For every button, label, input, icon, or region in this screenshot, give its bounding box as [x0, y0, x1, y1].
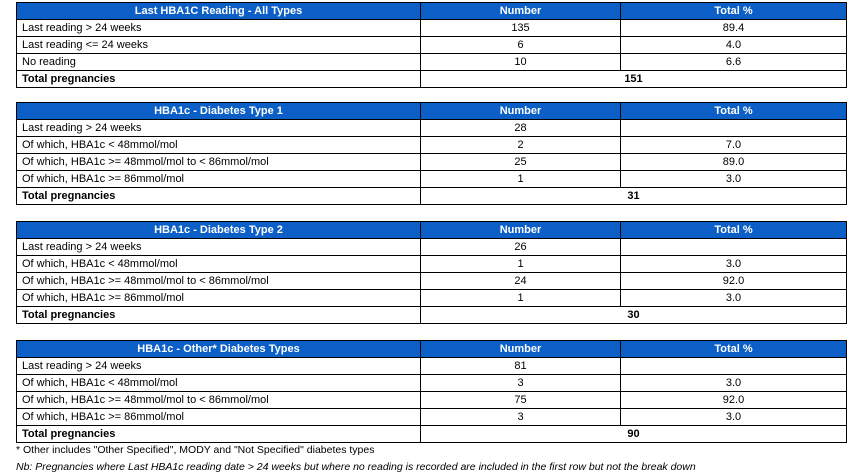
table-row	[17, 256, 847, 273]
total-row	[17, 426, 847, 443]
footnote-nb: Nb: Pregnancies where Last HBA1c reading date > 24 weeks but where no reading is recorded are included in the first row but not the break down	[16, 461, 696, 473]
row-number: 28	[421, 120, 621, 137]
row-label: Of which, HBA1c >= 48mmol/mol to < 86mmol/mol	[17, 392, 421, 409]
row-label: No reading	[17, 54, 421, 71]
row-number: 10	[421, 54, 621, 71]
table-row	[17, 239, 847, 256]
footnote-other: * Other includes "Other Specified", MODY and "Not Specified" diabetes types	[16, 444, 375, 456]
table-other-diabetes-types	[16, 340, 847, 443]
row-number: 6	[421, 37, 621, 54]
row-number: 24	[421, 273, 621, 290]
column-header-total-pct: Total %	[621, 222, 847, 239]
row-label: Of which, HBA1c >= 86mmol/mol	[17, 171, 421, 188]
row-pct: 3.0	[621, 171, 847, 188]
row-label: Last reading <= 24 weeks	[17, 37, 421, 54]
total-value: 30	[421, 307, 847, 324]
row-number: 81	[421, 358, 621, 375]
row-label: Last reading > 24 weeks	[17, 358, 421, 375]
row-pct: 3.0	[621, 375, 847, 392]
row-pct: 89.0	[621, 154, 847, 171]
row-pct: 3.0	[621, 290, 847, 307]
total-row	[17, 71, 847, 88]
table-row	[17, 137, 847, 154]
table-header-row	[17, 103, 847, 120]
table-row	[17, 375, 847, 392]
table-row	[17, 409, 847, 426]
row-pct: 92.0	[621, 392, 847, 409]
row-label: Of which, HBA1c >= 86mmol/mol	[17, 290, 421, 307]
total-label: Total pregnancies	[17, 426, 421, 443]
row-number: 25	[421, 154, 621, 171]
table-row	[17, 392, 847, 409]
table-diabetes-type-2	[16, 221, 847, 324]
total-row	[17, 188, 847, 205]
table-title: Last HBA1C Reading - All Types	[17, 3, 421, 20]
total-label: Total pregnancies	[17, 188, 421, 205]
row-number: 135	[421, 20, 621, 37]
row-number: 3	[421, 409, 621, 426]
column-header-number: Number	[421, 341, 621, 358]
table-row	[17, 54, 847, 71]
column-header-number: Number	[421, 222, 621, 239]
row-pct	[621, 239, 847, 256]
row-pct: 3.0	[621, 409, 847, 426]
row-number: 1	[421, 171, 621, 188]
column-header-total-pct: Total %	[621, 3, 847, 20]
row-label: Last reading > 24 weeks	[17, 239, 421, 256]
column-header-total-pct: Total %	[621, 103, 847, 120]
row-pct: 92.0	[621, 273, 847, 290]
total-value: 31	[421, 188, 847, 205]
total-row	[17, 307, 847, 324]
total-value: 151	[421, 71, 847, 88]
row-label: Of which, HBA1c >= 48mmol/mol to < 86mmol/mol	[17, 154, 421, 171]
row-label: Of which, HBA1c < 48mmol/mol	[17, 137, 421, 154]
column-header-number: Number	[421, 103, 621, 120]
row-number: 3	[421, 375, 621, 392]
total-value: 90	[421, 426, 847, 443]
row-pct	[621, 358, 847, 375]
table-title: HBA1c - Diabetes Type 2	[17, 222, 421, 239]
table-row	[17, 20, 847, 37]
table-all-types	[16, 2, 847, 88]
row-pct: 89.4	[621, 20, 847, 37]
row-number: 2	[421, 137, 621, 154]
table-title: HBA1c - Diabetes Type 1	[17, 103, 421, 120]
row-label: Of which, HBA1c >= 86mmol/mol	[17, 409, 421, 426]
row-label: Last reading > 24 weeks	[17, 120, 421, 137]
row-pct: 7.0	[621, 137, 847, 154]
total-label: Total pregnancies	[17, 307, 421, 324]
column-header-number: Number	[421, 3, 621, 20]
table-row	[17, 37, 847, 54]
table-row	[17, 171, 847, 188]
row-pct: 3.0	[621, 256, 847, 273]
table-row	[17, 120, 847, 137]
row-pct: 4.0	[621, 37, 847, 54]
total-label: Total pregnancies	[17, 71, 421, 88]
row-number: 1	[421, 290, 621, 307]
row-pct: 6.6	[621, 54, 847, 71]
row-label: Of which, HBA1c < 48mmol/mol	[17, 375, 421, 392]
table-row	[17, 290, 847, 307]
table-title: HBA1c - Other* Diabetes Types	[17, 341, 421, 358]
table-diabetes-type-1	[16, 102, 847, 205]
table-header-row	[17, 222, 847, 239]
row-label: Of which, HBA1c < 48mmol/mol	[17, 256, 421, 273]
table-header-row	[17, 3, 847, 20]
row-number: 75	[421, 392, 621, 409]
row-number: 1	[421, 256, 621, 273]
table-row	[17, 358, 847, 375]
table-row	[17, 273, 847, 290]
row-label: Of which, HBA1c >= 48mmol/mol to < 86mmol/mol	[17, 273, 421, 290]
table-header-row	[17, 341, 847, 358]
row-number: 26	[421, 239, 621, 256]
row-label: Last reading > 24 weeks	[17, 20, 421, 37]
table-row	[17, 154, 847, 171]
column-header-total-pct: Total %	[621, 341, 847, 358]
row-pct	[621, 120, 847, 137]
